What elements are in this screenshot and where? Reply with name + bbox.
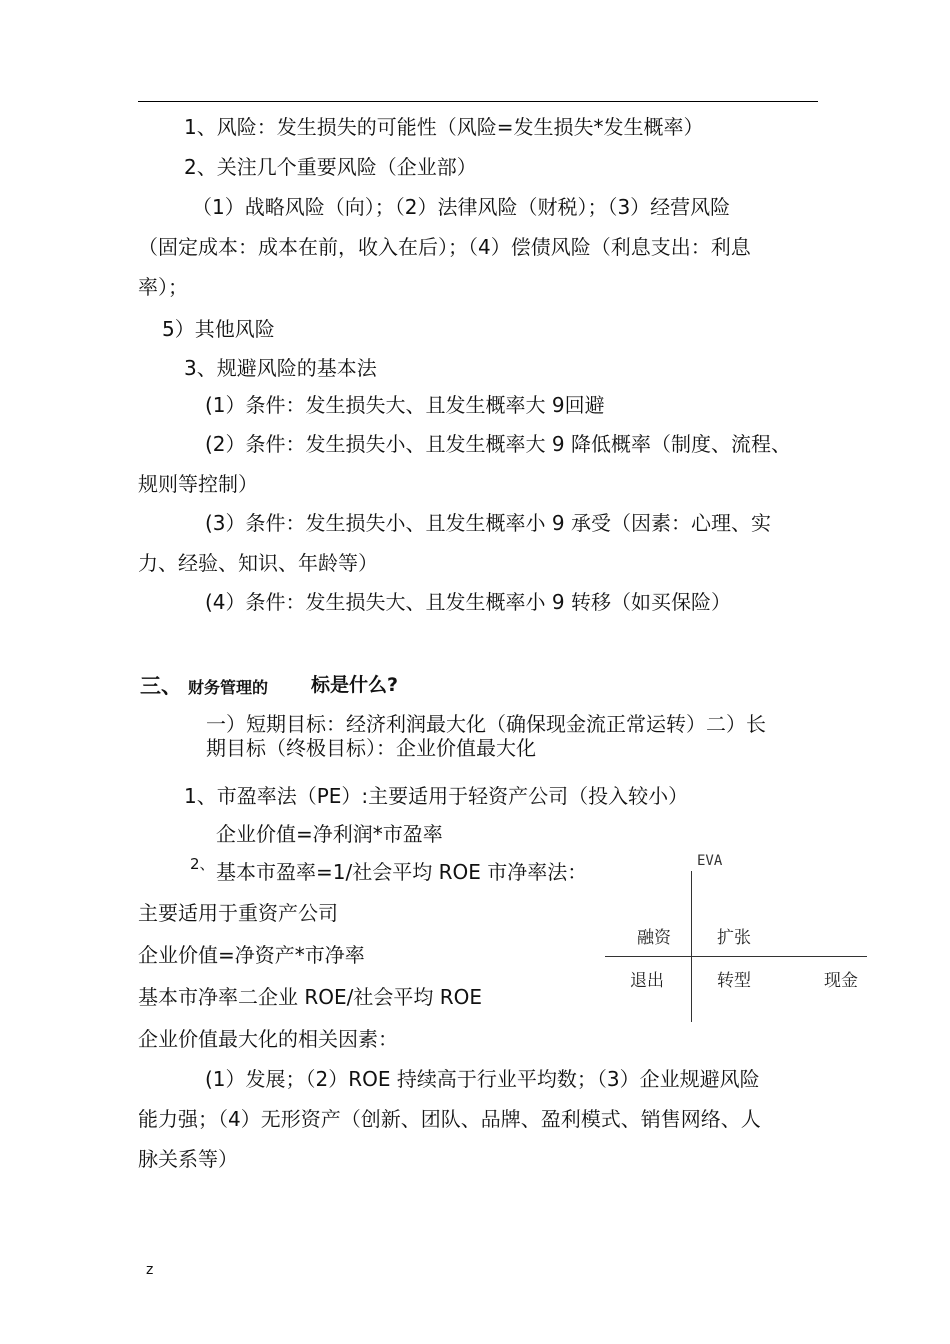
value-factors-line-3: 脉关系等） [138, 1147, 238, 1171]
avoid-condition-3: (3）条件：发生损失小、且发生概率小 9 承受（因素：心理、实 [205, 511, 771, 535]
key-risks-heading: 2、关注几个重要风险（企业部） [184, 155, 477, 179]
section-3-title-part-a: 财务管理的 [188, 678, 269, 697]
goal-line-1: 一）短期目标：经济利润最大化（确保现金流正常运转）二）长 [206, 712, 766, 736]
eva-axis-label: EVA [697, 853, 723, 869]
matrix-horizontal-axis [605, 956, 867, 957]
basic-pb-ratio: 基本市净率二企业 ROE/社会平均 ROE [138, 985, 483, 1009]
quadrant-financing: 融资 [637, 928, 671, 948]
other-risks: 5）其他风险 [162, 317, 275, 341]
section-3-title-part-b: 标是什么? [311, 674, 399, 696]
avoid-condition-4: (4）条件：发生损失大、且发生概率小 9 转移（如买保险） [205, 590, 731, 614]
item-2-number: 2、 [190, 855, 215, 873]
goal-line-2: 期目标（终极目标）：企业价值最大化 [206, 736, 536, 760]
pb-formula: 企业价值=净资产*市净率 [138, 943, 365, 967]
risk-list-line-2: （固定成本：成本在前，收入在后）；（4）偿债风险（利息支出：利息 [138, 235, 751, 259]
risk-avoidance-heading: 3、规避风险的基本法 [184, 356, 377, 380]
value-factors-line-1: (1）发展；（2）ROE 持续高于行业平均数；（3）企业规避风险 [205, 1067, 760, 1091]
risk-list-line-1: （1）战略风险（向）；（2）法律风险（财税）；（3）经营风险 [192, 195, 731, 219]
avoid-condition-1: (1）条件：发生损失大、且发生概率大 9回避 [205, 393, 605, 417]
avoid-condition-2: (2）条件：发生损失小、且发生概率大 9 降低概率（制度、流程、 [205, 432, 791, 456]
value-factors-line-2: 能力强；（4）无形资产（创新、团队、品牌、盈利模式、销售网络、人 [138, 1107, 761, 1131]
section-3-number: 三、 [140, 674, 182, 698]
matrix-vertical-axis [691, 871, 692, 1022]
avoid-condition-3-cont: 力、经验、知识、年龄等） [138, 551, 378, 575]
quadrant-expand: 扩张 [717, 928, 751, 948]
header-rule [138, 101, 818, 102]
footer-mark: z [146, 1262, 154, 1278]
pe-formula: 企业价值=净利润*市盈率 [216, 822, 443, 846]
quadrant-transform: 转型 [717, 971, 751, 991]
basic-pe-ratio: 基本市盈率=1/社会平均 ROE 市净率法： [216, 860, 588, 884]
cash-axis-label: 现金 [824, 971, 858, 991]
pb-applicability: 主要适用于重资产公司 [138, 901, 338, 925]
value-factors-heading: 企业价值最大化的相关因素： [138, 1027, 398, 1051]
risk-definition: 1、风险：发生损失的可能性（风险=发生损失*发生概率） [184, 115, 704, 139]
risk-list-line-3: 率）； [138, 275, 188, 299]
pe-method: 1、市盈率法（PE）:主要适用于轻资产公司（投入较小） [184, 784, 689, 808]
quadrant-exit: 退出 [630, 971, 664, 991]
avoid-condition-2-cont: 规则等控制） [138, 472, 258, 496]
